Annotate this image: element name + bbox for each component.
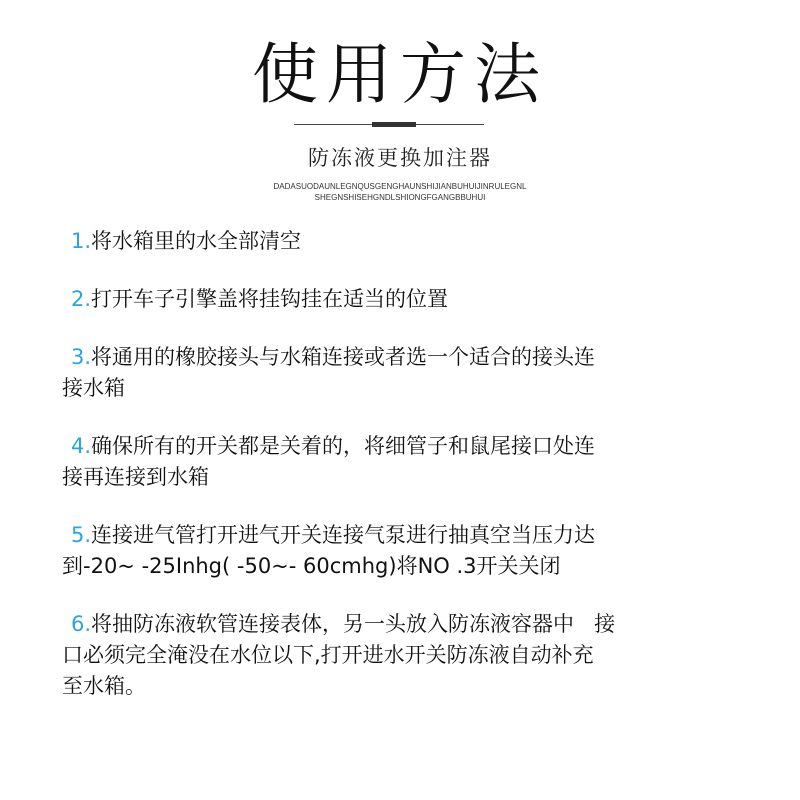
step-number: 2.: [71, 287, 92, 311]
subtitle: 防冻液更换加注器: [308, 146, 492, 170]
main-title: 使用方法: [252, 36, 548, 113]
steps-list: [62, 226, 752, 729]
pinyin-line-2: SHEGNSHISEHGNDLSHIONGFGANGBBUHUI: [314, 193, 486, 202]
step-number: 4.: [71, 434, 92, 458]
step-item: [62, 284, 752, 315]
step-item: [62, 520, 752, 582]
step-text: 将水箱里的水全部清空: [91, 229, 302, 253]
step-item: [62, 226, 752, 257]
step-number: 5.: [71, 523, 92, 547]
step-item: [62, 609, 752, 702]
step-number: 6.: [71, 612, 92, 636]
title-divider-accent: [372, 122, 416, 127]
pinyin-line-1: DADASUODAUNLEGNQUSGENGHAUNSHIJIANBUHUIJINRULEGNL: [273, 182, 527, 191]
step-text: 连接进气管打开进气开关连接气泵进行抽真空当压力达 到-20~ -25Inhg( -50~- 60cmhg)将NO .3开关关闭: [62, 523, 596, 578]
step-number: 3.: [71, 345, 92, 369]
pinyin-caption: [0, 181, 800, 203]
step-text: 将抽防冻液软管连接表体，另一头放入防冻液容器中 接 口必须完全淹没在水位以下,打开进水开关防冻液自动补充 至水箱。: [62, 612, 616, 698]
step-item: [62, 431, 752, 493]
step-text: 将通用的橡胶接头与水箱连接或者选一个适合的接头连 接水箱: [62, 345, 596, 400]
step-number: 1.: [71, 229, 92, 253]
step-text: 打开车子引擎盖将挂钩挂在适当的位置: [91, 287, 449, 311]
step-text: 确保所有的开关都是关着的，将细管子和鼠尾接口处连 接再连接到水箱: [62, 434, 596, 489]
step-item: [62, 342, 752, 404]
